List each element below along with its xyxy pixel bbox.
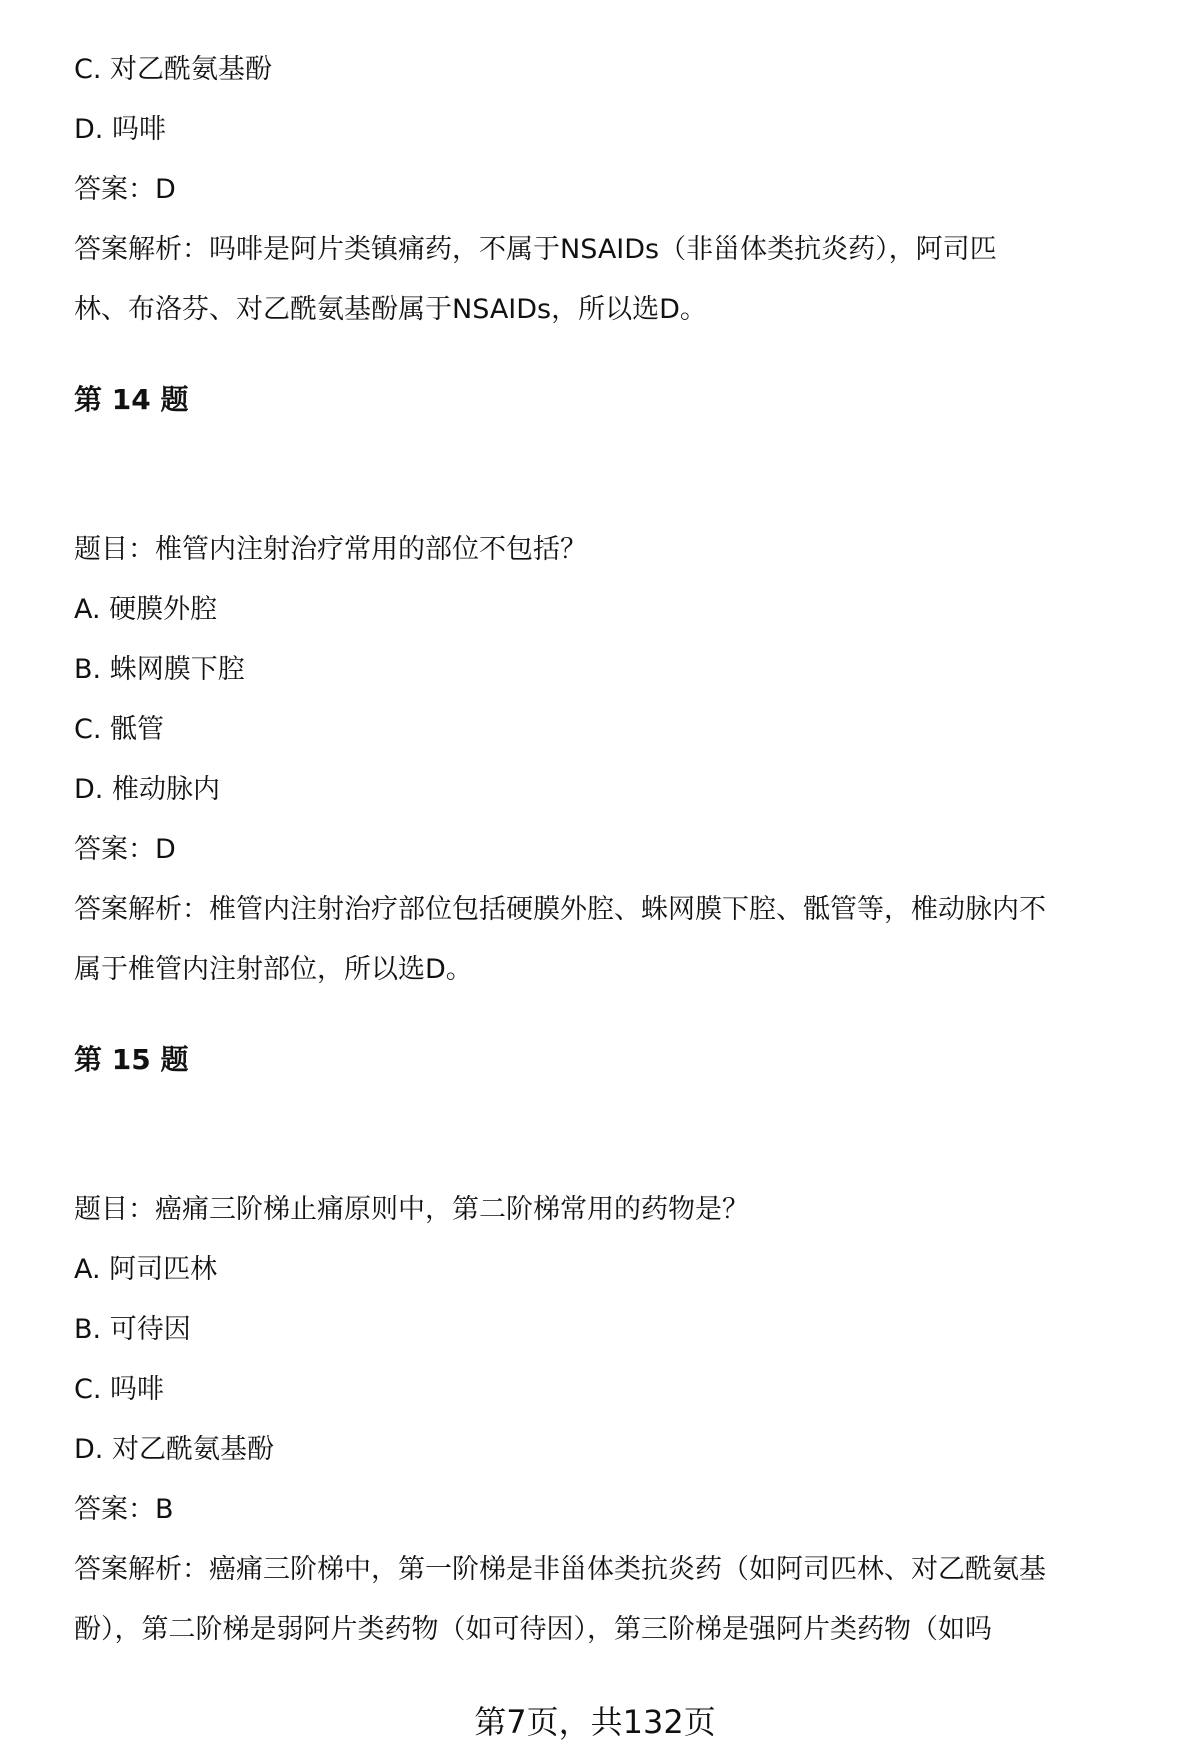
option-a: A. 硬膜外腔: [74, 594, 218, 625]
question-heading: 第 15 题: [74, 1043, 189, 1076]
option-c: C. 骶管: [74, 714, 165, 745]
option-d: D. 吗啡: [74, 114, 166, 145]
option-c: C. 对乙酰氨基酚: [74, 54, 273, 85]
explanation-line-1: 答案解析：吗啡是阿片类镇痛药，不属于NSAIDs（非甾体类抗炎药），阿司匹: [74, 234, 997, 265]
option-b: B. 可待因: [74, 1314, 191, 1345]
explanation-line-1: 答案解析：椎管内注射治疗部位包括硬膜外腔、蛛网膜下腔、骶管等，椎动脉内不: [74, 894, 1046, 925]
option-d: D. 对乙酰氨基酚: [74, 1434, 274, 1465]
answer: 答案：B: [74, 1494, 174, 1525]
option-a: A. 阿司匹林: [74, 1254, 218, 1285]
explanation-line-2: 属于椎管内注射部位，所以选D。: [74, 954, 473, 985]
question-text: 题目：癌痛三阶梯止痛原则中，第二阶梯常用的药物是？: [74, 1194, 749, 1225]
page-indicator: 第7页，共132页: [474, 1703, 716, 1741]
option-b: B. 蛛网膜下腔: [74, 654, 245, 685]
explanation-line-1: 答案解析：癌痛三阶梯中，第一阶梯是非甾体类抗炎药（如阿司匹林、对乙酰氨基: [74, 1554, 1046, 1585]
question-heading: 第 14 题: [74, 383, 189, 416]
answer: 答案：D: [74, 834, 176, 865]
option-c: C. 吗啡: [74, 1374, 165, 1405]
explanation-line-2: 酚），第二阶梯是弱阿片类药物（如可待因），第三阶梯是强阿片类药物（如吗: [74, 1614, 992, 1645]
explanation-line-2: 林、布洛芬、对乙酰氨基酚属于NSAIDs，所以选D。: [74, 294, 707, 325]
option-d: D. 椎动脉内: [74, 774, 220, 805]
question-text: 题目：椎管内注射治疗常用的部位不包括？: [74, 534, 587, 565]
answer: 答案：D: [74, 174, 176, 205]
